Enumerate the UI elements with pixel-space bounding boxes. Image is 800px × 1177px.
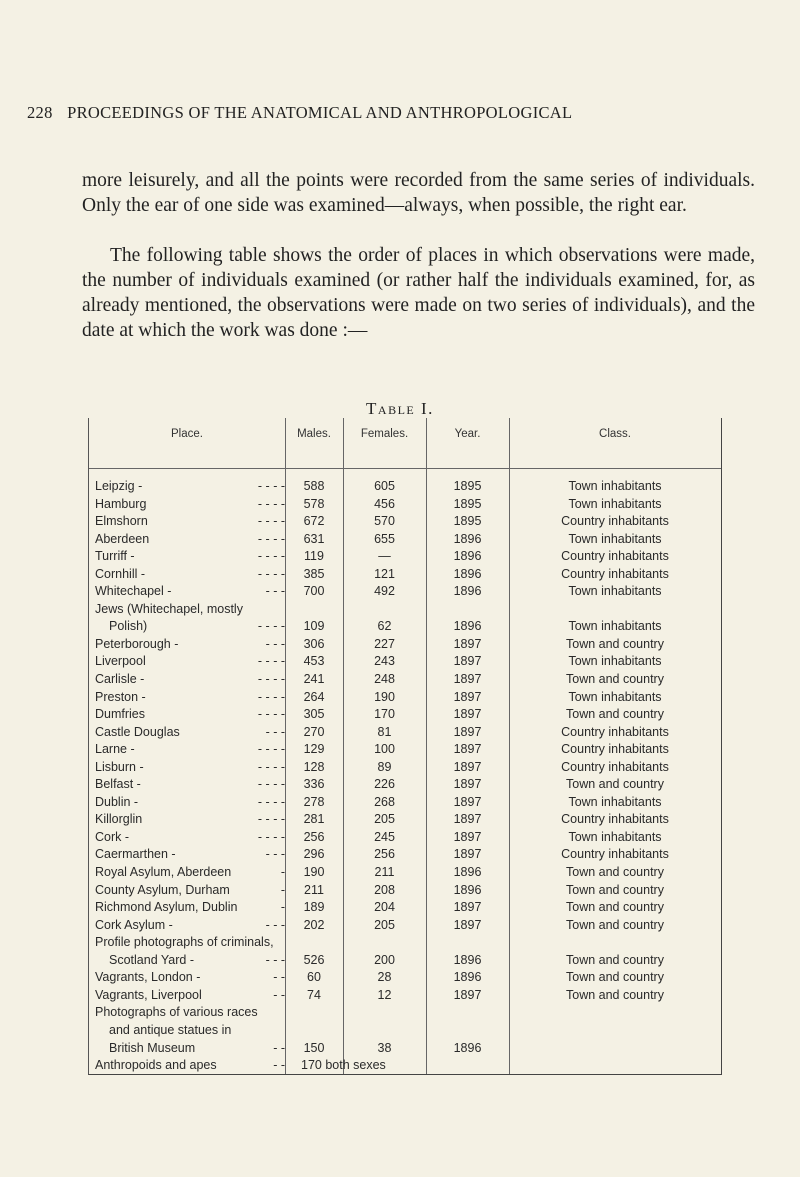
place-cell: [95, 829, 285, 847]
place-cell: [95, 724, 285, 742]
class-cell: Town inhabitants: [568, 829, 662, 844]
females-cell: 200: [374, 952, 395, 967]
year-cell: 1897: [453, 672, 482, 687]
table-row: [89, 706, 721, 724]
place-line: Castle Douglas - - -: [95, 724, 285, 742]
class-cell: Country inhabitants: [561, 724, 669, 739]
year-cell: 1897: [453, 742, 482, 757]
males-cell: 202: [303, 917, 325, 932]
table-row: [89, 794, 721, 812]
females-cell: 248: [374, 672, 395, 687]
year-cell: 1896: [453, 584, 482, 599]
place-line: Aberdeen - - - -: [95, 531, 285, 549]
table-row: [89, 829, 721, 847]
year-cell: 1896: [453, 970, 482, 985]
place-line: Belfast - - - - -: [95, 776, 285, 794]
place-line: Cork Asylum - - - -: [95, 917, 285, 935]
table-row: [89, 496, 721, 514]
class-cell: Town inhabitants: [568, 479, 662, 493]
leader-dashes: - - - -: [257, 829, 285, 844]
leader-dashes: - - - -: [257, 566, 285, 581]
year-cell: 1897: [453, 759, 482, 774]
table-row: [89, 934, 721, 969]
class-cell: Town and country: [566, 636, 664, 651]
year-cell: 1897: [453, 812, 482, 827]
males-cell: 74: [307, 987, 321, 1002]
place-line: and antique statues in: [109, 1022, 232, 1037]
place-line: Cork - - - - -: [95, 829, 285, 847]
table-row: [89, 1057, 721, 1075]
class-cell: Town and country: [566, 917, 664, 932]
females-cell: 205: [374, 812, 395, 827]
females-cell: 655: [374, 531, 395, 546]
males-cell: 336: [303, 777, 325, 792]
females-cell: 204: [374, 900, 395, 915]
females-cell: 28: [377, 970, 392, 985]
place-line: Carlisle - - - - -: [95, 671, 285, 689]
class-cell: Town and country: [566, 882, 664, 897]
year-cell: 1897: [453, 829, 482, 844]
place-line: Leipzig - - - - -: [95, 478, 285, 496]
year-cell: 1897: [453, 654, 482, 669]
males-cell: 385: [303, 566, 325, 581]
place-cell: [95, 583, 285, 601]
leader-dashes: - - - -: [257, 549, 285, 564]
place-line: Richmond Asylum, Dublin -: [95, 899, 285, 917]
table-row: [89, 548, 721, 566]
leader-dashes: - -: [273, 1040, 285, 1055]
place-line: Dumfries - - - -: [95, 706, 285, 724]
leader-dashes: - -: [273, 1058, 285, 1073]
leader-dashes: - - - -: [257, 654, 285, 669]
table-row: [89, 1004, 721, 1057]
table-row: [89, 636, 721, 654]
place-line: Killorglin - - - -: [95, 811, 285, 829]
males-cell: 109: [303, 619, 325, 634]
table-row: [89, 899, 721, 917]
females-cell: 170: [374, 707, 395, 722]
leader-dashes: - - - -: [257, 689, 285, 704]
males-cell: 190: [303, 865, 325, 880]
year-cell: 1896: [453, 549, 482, 564]
females-cell: 81: [377, 724, 392, 739]
table-row: [89, 846, 721, 864]
place-cell: [95, 601, 285, 636]
place-line: British Museum - -: [95, 1040, 285, 1058]
class-cell: Town inhabitants: [568, 689, 662, 704]
females-cell: 211: [374, 865, 395, 880]
place-cell: [95, 776, 285, 794]
place-cell: [95, 1004, 285, 1057]
class-cell: Town and country: [566, 952, 664, 967]
place-cell: [95, 689, 285, 707]
males-cell: 296: [303, 847, 325, 862]
place-cell: [95, 899, 285, 917]
year-cell: 1896: [453, 619, 482, 634]
males-cell: 672: [303, 514, 325, 529]
paragraph-2: The following table shows the order of places in which observations were made, the number of individuals examined (or rather half the individuals examined, for, as already mentioned, the observations were made on two series of individuals), and the date at which the work was done :—: [82, 245, 755, 341]
females-cell: 89: [377, 759, 392, 774]
table-row: [89, 917, 721, 935]
class-cell: Country inhabitants: [561, 847, 669, 862]
leader-dashes: - - -: [265, 917, 285, 932]
place-line: Caermarthen - - - -: [95, 846, 285, 864]
year-cell: 1897: [453, 900, 482, 915]
females-cell: 570: [374, 514, 395, 529]
males-cell: 189: [303, 900, 325, 915]
leader-dashes: - - - -: [257, 531, 285, 546]
place-line: Royal Asylum, Aberdeen -: [95, 864, 285, 882]
class-cell: Town and country: [566, 777, 664, 792]
place-cell: [95, 917, 285, 935]
females-cell: 227: [374, 636, 395, 651]
class-cell: Town and country: [566, 900, 664, 915]
year-cell: 1897: [453, 636, 482, 651]
leader-dashes: - -: [273, 970, 285, 985]
header-rule: [89, 468, 721, 469]
place-cell: [95, 1057, 285, 1075]
leader-dashes: - - - -: [257, 496, 285, 511]
class-cell: [509, 1040, 721, 1058]
males-females-cell: 170 both sexes: [301, 1058, 386, 1073]
place-line: Liverpool - - - -: [95, 653, 285, 671]
class-cell: Town inhabitants: [568, 619, 662, 634]
class-cell: Country inhabitants: [561, 566, 669, 581]
class-cell: Town and country: [566, 970, 664, 985]
page-number: 228: [27, 103, 53, 122]
table-body: [89, 478, 721, 1075]
table-row: [89, 811, 721, 829]
class-cell: Country inhabitants: [561, 759, 669, 774]
place-line: Profile photographs of criminals,: [95, 935, 274, 950]
class-cell: Country inhabitants: [561, 514, 669, 529]
place-cell: [95, 969, 285, 987]
place-line: Elmshorn - - - -: [95, 513, 285, 531]
females-cell: 12: [377, 987, 392, 1002]
leader-dashes: -: [280, 900, 285, 915]
leader-dashes: - - - -: [257, 794, 285, 809]
place-cell: [95, 548, 285, 566]
males-cell: 306: [303, 636, 325, 651]
place-line: County Asylum, Durham -: [95, 882, 285, 900]
leader-dashes: - - - -: [257, 619, 285, 634]
place-cell: [95, 741, 285, 759]
place-line: Whitechapel - - - -: [95, 583, 285, 601]
females-cell: 605: [374, 479, 395, 493]
place-cell: [95, 636, 285, 654]
class-cell: Town inhabitants: [568, 794, 662, 809]
leader-dashes: - - - -: [257, 707, 285, 722]
males-cell: 211: [304, 882, 324, 897]
year-cell: 1895: [453, 496, 482, 511]
leader-dashes: - - - -: [257, 742, 285, 757]
females-cell: 208: [374, 882, 395, 897]
table-row: [89, 882, 721, 900]
year-cell: 1896: [453, 531, 482, 546]
place-line: Lisburn - - - - -: [95, 759, 285, 777]
data-table: [88, 418, 722, 1075]
place-line: Dublin - - - - -: [95, 794, 285, 812]
place-cell: [95, 478, 285, 496]
table-row: [89, 987, 721, 1005]
class-cell: Town inhabitants: [568, 531, 662, 546]
table-row: [89, 759, 721, 777]
class-cell: Town and country: [566, 672, 664, 687]
place-cell: [95, 566, 285, 584]
leader-dashes: - - -: [265, 724, 285, 739]
table-row: [89, 724, 721, 742]
males-cell: 631: [303, 531, 325, 546]
class-cell: Town inhabitants: [568, 496, 662, 511]
year-cell: 1897: [453, 689, 482, 704]
place-line: Cornhill - - - - -: [95, 566, 285, 584]
class-cell: Country inhabitants: [561, 742, 669, 757]
males-cell: 256: [303, 829, 325, 844]
leader-dashes: - -: [273, 987, 285, 1002]
leader-dashes: - - - -: [257, 777, 285, 792]
place-line: Hamburg - - - -: [95, 496, 285, 514]
leader-dashes: - - - -: [257, 479, 285, 493]
females-cell: 245: [374, 829, 395, 844]
year-cell: 1897: [453, 777, 482, 792]
table-row: [89, 671, 721, 689]
class-cell: Town inhabitants: [568, 584, 662, 599]
table-row: [89, 776, 721, 794]
females-cell: 190: [374, 689, 395, 704]
place-line: Jews (Whitechapel, mostly: [95, 601, 243, 616]
females-cell: 492: [374, 584, 395, 599]
place-cell: [95, 513, 285, 531]
year-cell: 1896: [453, 952, 482, 967]
males-cell: 453: [303, 654, 325, 669]
place-cell: [95, 811, 285, 829]
place-cell: [95, 934, 285, 969]
year-cell: 1895: [453, 479, 482, 493]
class-cell: Town and country: [566, 865, 664, 880]
females-cell: 38: [377, 1040, 392, 1055]
running-head: [27, 103, 767, 123]
class-cell: Country inhabitants: [561, 812, 669, 827]
table-row: [89, 864, 721, 882]
place-line: Preston - - - - -: [95, 689, 285, 707]
place-line: Peterborough - - - -: [95, 636, 285, 654]
running-title: PROCEEDINGS OF THE ANATOMICAL AND ANTHROPOLOGICAL: [67, 103, 573, 122]
table-row: [89, 969, 721, 987]
year-cell: 1896: [453, 1040, 482, 1055]
place-cell: [95, 531, 285, 549]
leader-dashes: - - - -: [257, 672, 285, 687]
place-line: Turriff - - - - -: [95, 548, 285, 566]
males-cell: 150: [303, 1040, 325, 1055]
females-cell: 268: [374, 794, 395, 809]
year-cell: 1897: [453, 917, 482, 932]
males-cell: 264: [303, 689, 325, 704]
place-line: Vagrants, Liverpool - -: [95, 987, 285, 1005]
year-cell: 1897: [453, 724, 482, 739]
year-cell: 1896: [453, 882, 482, 897]
males-cell: 578: [303, 496, 325, 511]
header-females: Females.: [360, 428, 409, 440]
leader-dashes: - - - -: [257, 812, 285, 827]
place-cell: [95, 794, 285, 812]
year-cell: 1897: [453, 987, 482, 1002]
place-cell: [95, 671, 285, 689]
header-males: Males.: [297, 428, 331, 440]
males-cell: 129: [303, 742, 325, 757]
table-title: Table I.: [366, 399, 434, 418]
leader-dashes: - - -: [265, 636, 285, 651]
place-cell: [95, 882, 285, 900]
header-place: Place.: [171, 428, 203, 440]
header-year: Year.: [454, 428, 481, 440]
table-row: [89, 513, 721, 531]
year-cell: 1895: [453, 514, 482, 529]
year-cell: 1897: [453, 794, 482, 809]
females-cell: 62: [377, 619, 392, 634]
year-cell: 1897: [453, 847, 482, 862]
males-cell: 281: [303, 812, 325, 827]
males-cell: 278: [303, 794, 325, 809]
class-cell: Town and country: [566, 707, 664, 722]
place-cell: [95, 864, 285, 882]
table-row: [89, 653, 721, 671]
males-cell: 700: [303, 584, 325, 599]
males-cell: 119: [304, 549, 324, 564]
place-line: Photographs of various races: [95, 1005, 258, 1020]
table-row: [89, 583, 721, 601]
class-cell: Country inhabitants: [561, 549, 669, 564]
table-row: [89, 741, 721, 759]
females-cell: 243: [374, 654, 395, 669]
leader-dashes: - - - -: [257, 759, 285, 774]
place-cell: [95, 653, 285, 671]
leader-dashes: - - -: [265, 952, 285, 967]
table-row: [89, 478, 721, 496]
year-cell: 1897: [453, 707, 482, 722]
place-cell: [95, 846, 285, 864]
header-class: Class.: [599, 428, 631, 440]
males-cell: 305: [303, 707, 325, 722]
males-cell: 128: [303, 759, 325, 774]
males-cell: 270: [303, 724, 325, 739]
table-row: [89, 601, 721, 636]
males-cell: 60: [307, 970, 321, 985]
females-cell: —: [378, 549, 391, 564]
leader-dashes: - - -: [265, 584, 285, 599]
place-line: Anthropoids and apes - -: [95, 1057, 285, 1075]
place-cell: [95, 759, 285, 777]
males-cell: 588: [303, 479, 325, 493]
place-line: Vagrants, London - - -: [95, 969, 285, 987]
paragraph-1: more leisurely, and all the points were recorded from the same series of individuals. Only the ear of one side was examined—always, when possible, the right ear.: [82, 170, 755, 216]
year-cell: 1896: [453, 566, 482, 581]
females-cell: 205: [374, 917, 395, 932]
leader-dashes: -: [280, 865, 285, 880]
leader-dashes: - - - -: [257, 514, 285, 529]
leader-dashes: -: [280, 882, 285, 897]
females-cell: 456: [374, 496, 395, 511]
place-cell: [95, 496, 285, 514]
females-cell: 256: [374, 847, 395, 862]
table-row: [89, 531, 721, 549]
leader-dashes: - - -: [265, 847, 285, 862]
place-cell: [95, 987, 285, 1005]
males-cell: 526: [303, 952, 325, 967]
females-cell: 100: [374, 742, 395, 757]
place-line: Scotland Yard - - - -: [95, 952, 285, 970]
class-cell: Town and country: [566, 987, 664, 1002]
place-cell: [95, 706, 285, 724]
females-cell: 226: [374, 777, 395, 792]
table-row: [89, 689, 721, 707]
place-line: Larne - - - - -: [95, 741, 285, 759]
place-line: Polish) - - - -: [95, 618, 285, 636]
year-cell: 1896: [453, 865, 482, 880]
table-row: [89, 566, 721, 584]
class-cell: Town inhabitants: [568, 654, 662, 669]
females-cell: 121: [374, 566, 395, 581]
males-cell: 241: [303, 672, 325, 687]
